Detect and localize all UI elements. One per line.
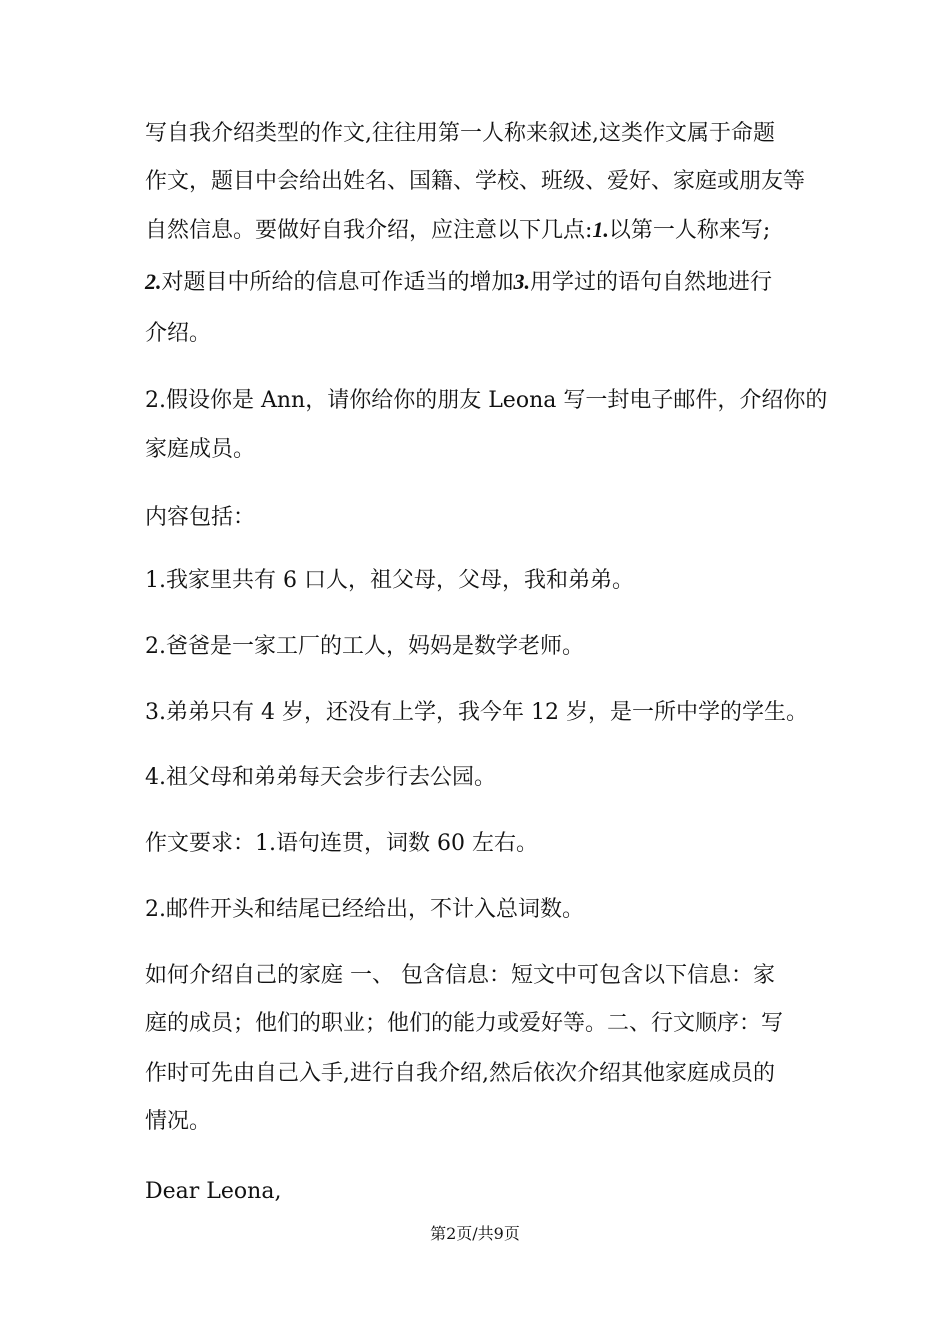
intro-line-2: 作文，题目中会给出姓名、国籍、学校、班级、爱好、家庭或朋友等 [145, 169, 806, 194]
content-point-2: 2.爸爸是一家工厂的工人，妈妈是数学老师。 [145, 634, 584, 659]
guide-line-4: 情况。 [145, 1109, 212, 1134]
requirement-2: 2.邮件开头和结尾已经给出，不计入总词数。 [145, 897, 584, 922]
intro-line-5: 介绍。 [145, 321, 212, 346]
intro-line-4-text-a: 对题目中所给的信息可作适当的增加 [161, 270, 514, 295]
content-point-3: 3.弟弟只有 4 岁，还没有上学，我今年 12 岁，是一所中学的学生。 [145, 700, 808, 725]
content-point-1: 1.我家里共有 6 口人，祖父母，父母，我和弟弟。 [145, 568, 634, 593]
content-label: 内容包括： [145, 505, 256, 530]
content-point-4: 4.祖父母和弟弟每天会步行去公园。 [145, 765, 496, 790]
guide-line-2: 庭的成员；他们的职业；他们的能力或爱好等。二、行文顺序：写 [145, 1011, 784, 1036]
task-line-1: 2.假设你是 Ann，请你给你的朋友 Leona 写一封电子邮件，介绍你的 [145, 388, 828, 413]
requirement-1: 作文要求：1.语句连贯，词数 60 左右。 [145, 831, 538, 856]
intro-line-4 [145, 258, 845, 307]
intro-line-3-text-b: 以第一人称来写; [608, 218, 771, 243]
task-line-2: 家庭成员。 [145, 437, 256, 462]
letter-salutation: Dear Leona, [145, 1179, 282, 1204]
page-indicator: 第2页/共9页 [430, 1224, 520, 1243]
intro-point-number-2: 2. [145, 269, 162, 294]
guide-line-3: 作时可先由自己入手,进行自我介绍,然后依次介绍其他家庭成员的 [145, 1061, 775, 1086]
intro-point-number-3: 3. [513, 269, 531, 294]
intro-point-number-1: 1. [592, 217, 609, 242]
intro-line-1: 写自我介绍类型的作文,往往用第一人称来叙述,这类作文属于命题 [145, 121, 775, 146]
intro-line-3-text-a: 自然信息。要做好自我介绍，应注意以下几点: [145, 218, 593, 243]
guide-line-1: 如何介绍自己的家庭 一、 包含信息：短文中可包含以下信息：家 [145, 963, 775, 988]
intro-line-3 [145, 206, 845, 255]
intro-line-4-text-b: 用学过的语句自然地进行 [530, 270, 773, 295]
